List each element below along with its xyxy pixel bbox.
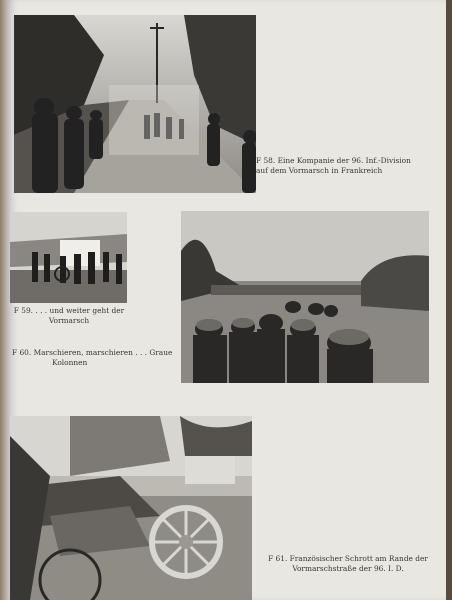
- book-page: [6, 0, 446, 600]
- photo-f58-marching-company: [14, 15, 256, 193]
- caption-f58-line1: F 58. Eine Kompanie der 96. Inf.-Division: [256, 156, 411, 165]
- caption-f61-line1: F 61. Französischer Schrott am Rande der: [268, 554, 428, 563]
- photo-f60-column: [181, 211, 429, 383]
- caption-f59-line1: F 59. . . . und weiter geht der: [13, 306, 125, 315]
- photo-f61-wreckage: [10, 416, 252, 600]
- photo-f58-image: [14, 15, 256, 193]
- photo-f59-image: [10, 212, 127, 303]
- photo-f61-image: [10, 416, 252, 600]
- photo-f60-image: [181, 211, 429, 383]
- caption-f61: [254, 554, 442, 574]
- caption-f60-line2: Kolonnen: [52, 358, 88, 367]
- caption-f60: [12, 348, 184, 368]
- caption-f58-line2: auf dem Vormarsch in Frankreich: [256, 166, 383, 175]
- caption-f59-line2: Vormarsch: [48, 316, 90, 325]
- caption-f59: [12, 306, 126, 326]
- caption-f61-line2: Vormarschstraße der 96. I. D.: [292, 564, 404, 573]
- caption-f60-line1: F 60. Marschieren, marschieren . . . Graue: [12, 348, 173, 357]
- photo-f59-marching-soldiers: [10, 212, 127, 303]
- caption-f58: [256, 156, 436, 176]
